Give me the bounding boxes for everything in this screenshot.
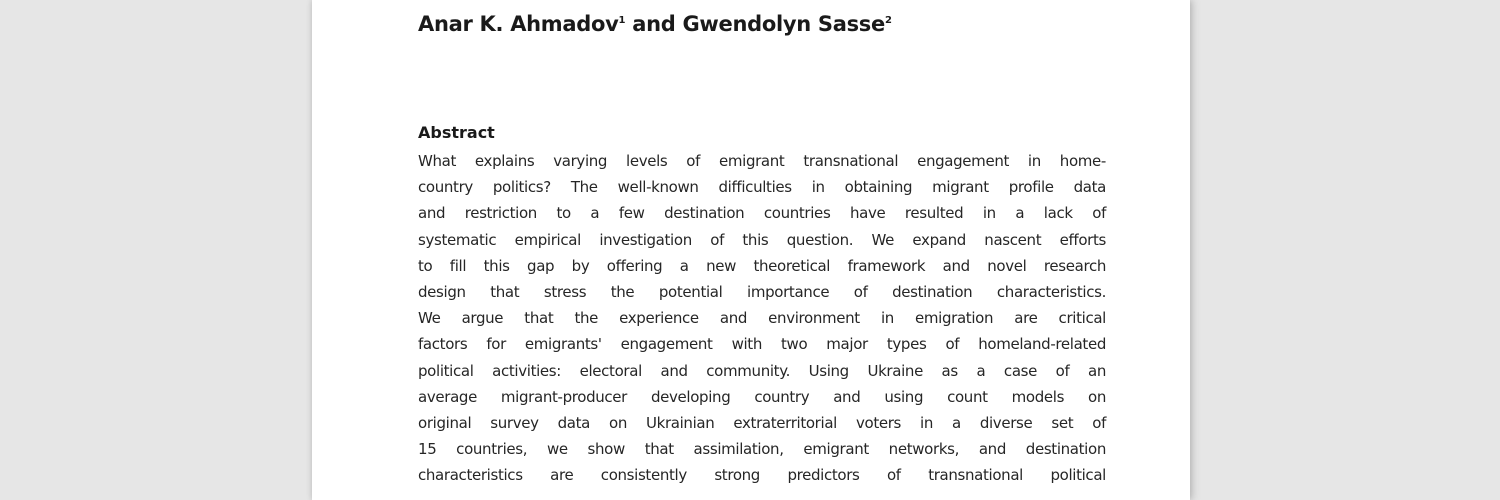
abstract-line: average migrant-producer developing country and using count models on: [418, 387, 1106, 406]
abstract-section: [418, 124, 1106, 488]
author-name: Anar K. Ahmadov: [418, 12, 619, 36]
abstract-line: systematic empirical investigation of this question. We expand nascent efforts: [418, 230, 1106, 249]
abstract-line: We argue that the experience and environment in emigration are critical: [418, 309, 1106, 328]
abstract-heading: Abstract: [418, 123, 495, 142]
abstract-line: to fill this gap by offering a new theoretical framework and novel research: [418, 256, 1106, 275]
abstract-body: [418, 148, 1106, 488]
affiliation-mark: 1: [618, 15, 626, 26]
abstract-line: design that stress the potential importance of destination characteristics.: [418, 282, 1106, 301]
author-line: [418, 12, 892, 36]
abstract-line: 15 countries, we show that assimilation, emigrant networks, and destination: [418, 440, 1106, 459]
abstract-line: What explains varying levels of emigrant transnational engagement in home-: [418, 152, 1106, 170]
abstract-line: characteristics are consistently strong predictors of transnational political: [418, 466, 1106, 485]
author-separator: and: [625, 12, 683, 36]
author-name: Gwendolyn Sasse: [682, 12, 885, 36]
abstract-line: political activities: electoral and community. Using Ukraine as a case of an: [418, 361, 1106, 380]
abstract-line: original survey data on Ukrainian extraterritorial voters in a diverse set of: [418, 413, 1106, 432]
abstract-line: factors for emigrants' engagement with two major types of homeland-related: [418, 335, 1106, 354]
document-page: [312, 0, 1190, 500]
abstract-line: and restriction to a few destination countries have resulted in a lack of: [418, 204, 1106, 223]
abstract-line: country politics? The well-known difficulties in obtaining migrant profile data: [418, 178, 1106, 197]
affiliation-mark: 2: [884, 15, 892, 26]
